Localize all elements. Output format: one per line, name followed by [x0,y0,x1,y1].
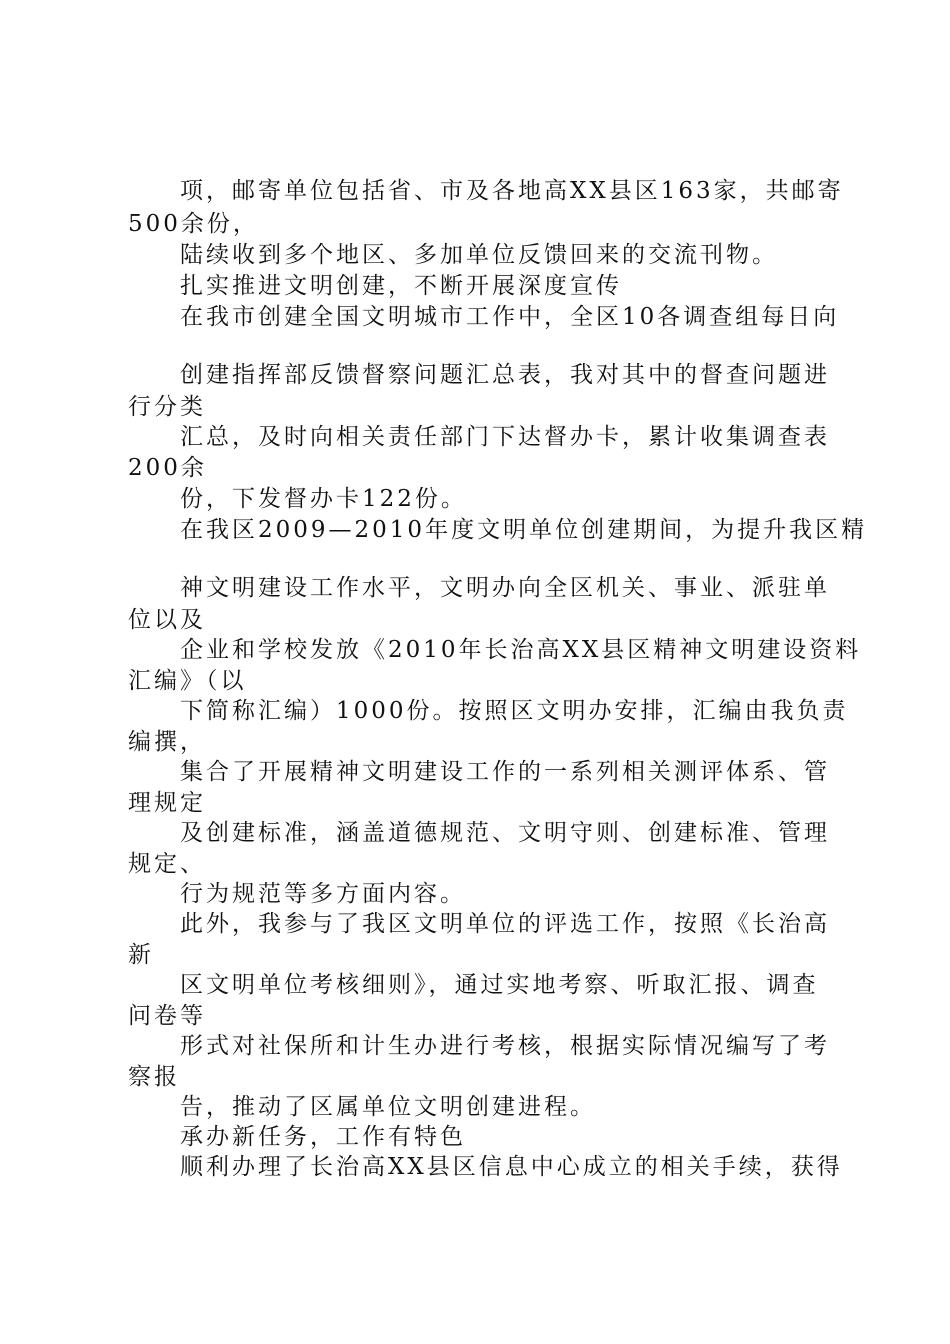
text-line: 区文明单位考核细则》，通过实地考察、听取汇报、调查 [180,972,819,998]
text-line: 项，邮寄单位包括省、市及各地高XX县区163家，共邮寄 [180,178,844,204]
text-line: 顺利办理了长治高XX县区信息中心成立的相关手续，获得 [180,1154,843,1180]
text-line: 企业和学校发放《2010年长治高XX县区精神文明建设资料 [180,637,862,663]
text-line: 新 [128,942,154,968]
text-line: 及创建标准，涵盖道德规范、文明守则、创建标准、管理 [180,820,830,846]
text-line: 集合了开展精神文明建设工作的一系列相关测评体系、管 [180,759,830,785]
text-line: 创建指挥部反馈督察问题汇总表，我对其中的督查问题进 [180,362,830,388]
text-line: 行分类 [128,394,206,420]
text-line: 陆续收到多个地区、多加单位反馈回来的交流刊物。 [180,242,778,268]
text-line: 规定、 [128,851,206,877]
text-line: 神文明建设工作水平，文明办向全区机关、事业、派驻单 [180,575,830,601]
text-line: 500余份， [128,211,259,237]
text-line: 汇编》（以 [128,668,247,694]
text-line: 位以及 [128,607,206,633]
text-line: 编撰， [128,729,206,755]
text-line: 问卷等 [128,1003,206,1029]
text-line: 告，推动了区属单位文明创建进程。 [180,1094,596,1120]
text-line: 下简称汇编）1000份。按照区文明办安排，汇编由我负责 [180,698,849,724]
text-line: 汇总，及时向相关责任部门下达督办卡，累计收集调查表 [180,424,830,450]
text-line: 行为规范等多方面内容。 [180,881,466,907]
text-line: 在我区2009—2010年度文明单位创建期间，为提升我区精 [180,517,868,543]
text-line: 承办新任务，工作有特色 [180,1124,466,1150]
text-line: 此外，我参与了我区文明单位的评选工作，按照《长治高 [180,911,830,937]
text-line: 在我市创建全国文明城市工作中，全区10各调查组每日向 [180,304,840,330]
text-line: 扎实推进文明创建，不断开展深度宣传 [180,273,622,299]
text-line: 察报 [128,1064,180,1090]
text-line: 份，下发督办卡122份。 [180,486,467,512]
text-line: 理规定 [128,790,206,816]
text-line: 形式对社保所和计生办进行考核，根据实际情况编写了考 [180,1033,830,1059]
text-line: 200余 [128,455,207,481]
